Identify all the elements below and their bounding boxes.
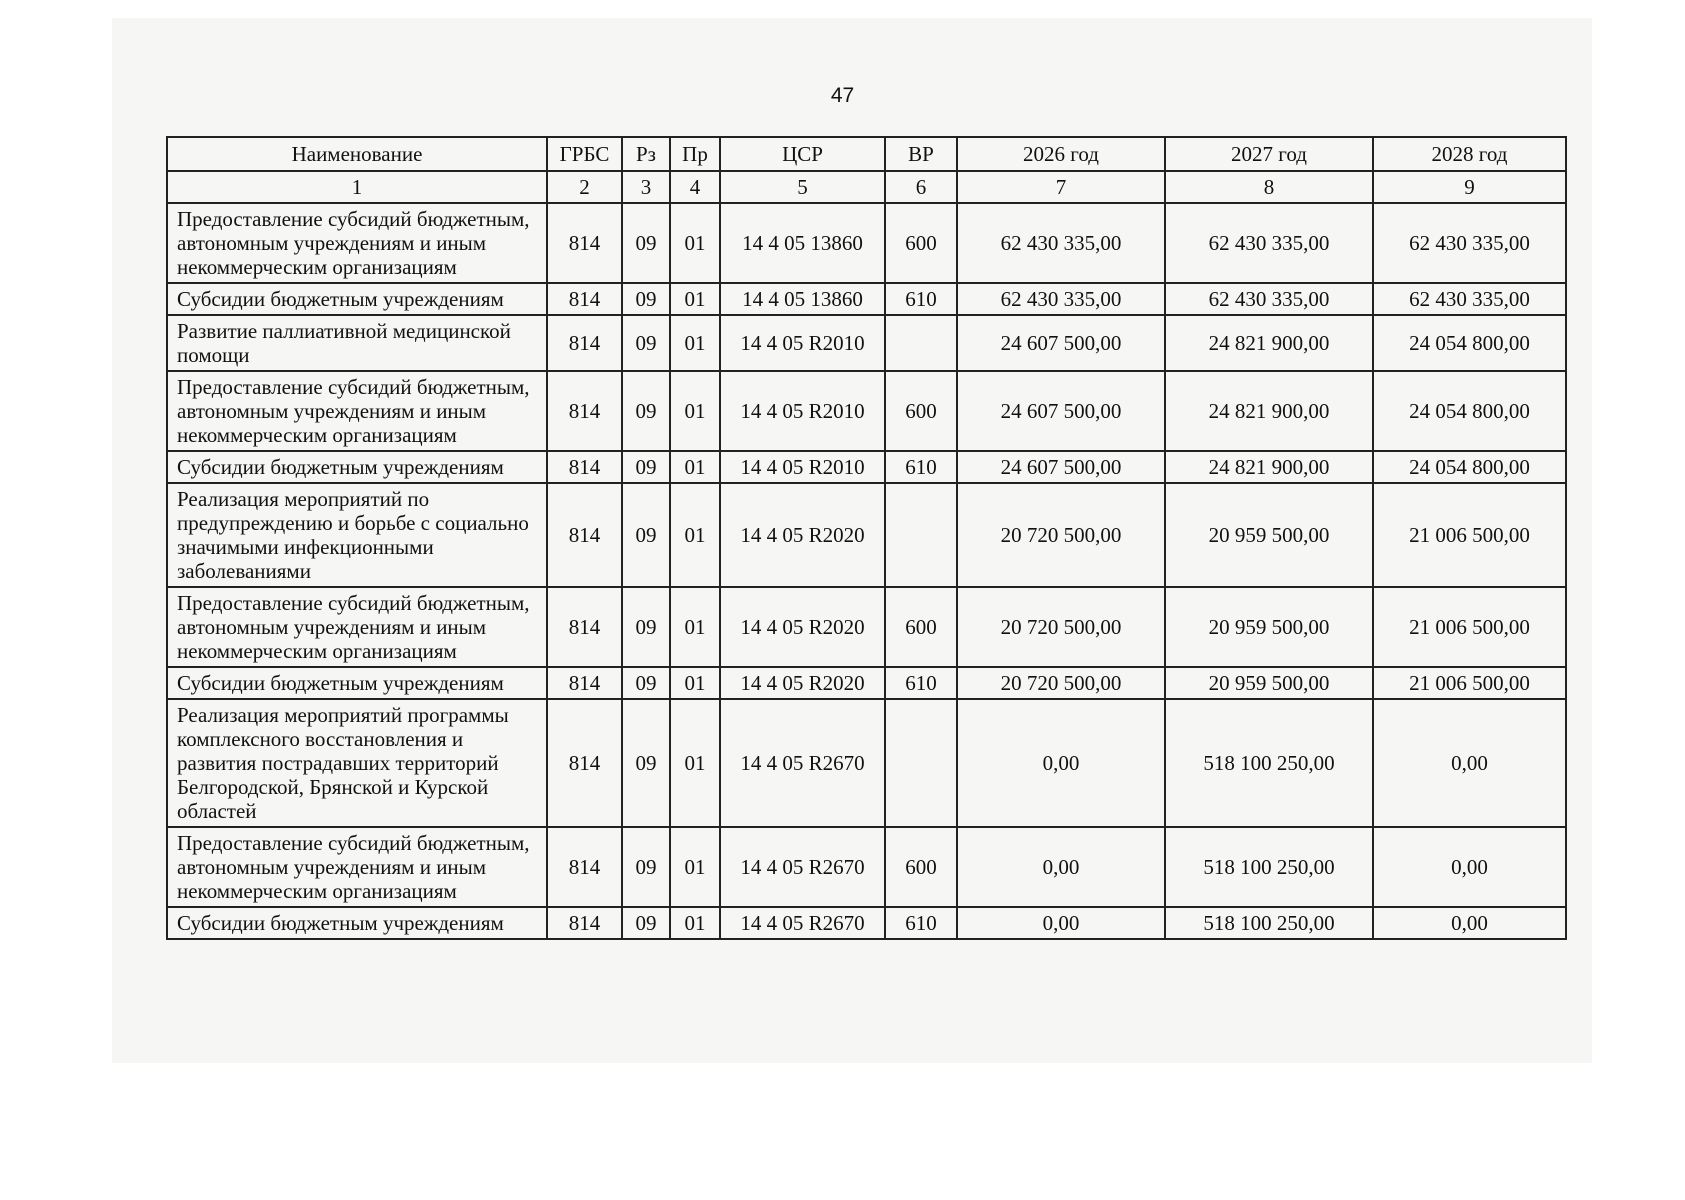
column-number: 9 bbox=[1373, 171, 1566, 203]
row-rz: 09 bbox=[622, 283, 670, 315]
row-rz: 09 bbox=[622, 587, 670, 667]
row-2028: 21 006 500,00 bbox=[1373, 587, 1566, 667]
row-pr: 01 bbox=[670, 907, 720, 939]
row-2028: 24 054 800,00 bbox=[1373, 371, 1566, 451]
row-2028: 62 430 335,00 bbox=[1373, 283, 1566, 315]
row-2028: 24 054 800,00 bbox=[1373, 315, 1566, 371]
column-number: 2 bbox=[547, 171, 622, 203]
header-grbs: ГРБС bbox=[547, 137, 622, 171]
budget-table bbox=[166, 136, 1567, 940]
row-name: Субсидии бюджетным учреждениям bbox=[167, 667, 547, 699]
row-2027: 20 959 500,00 bbox=[1165, 587, 1373, 667]
row-2026: 24 607 500,00 bbox=[957, 371, 1165, 451]
row-2027: 24 821 900,00 bbox=[1165, 451, 1373, 483]
row-vr bbox=[885, 483, 957, 587]
page-number: 47 bbox=[830, 84, 855, 107]
row-name: Предоставление субсидий бюджетным, автономным учреждениям и иным некоммерческим организациям bbox=[167, 371, 547, 451]
row-name: Реализация мероприятий программы комплексного восстановления и развития пострадавших территорий Белгородской, Брянской и Курской областей bbox=[167, 699, 547, 827]
row-name: Субсидии бюджетным учреждениям bbox=[167, 451, 547, 483]
row-2028: 0,00 bbox=[1373, 907, 1566, 939]
row-rz: 09 bbox=[622, 907, 670, 939]
row-pr: 01 bbox=[670, 371, 720, 451]
row-vr: 610 bbox=[885, 283, 957, 315]
table-row bbox=[167, 667, 1566, 699]
row-rz: 09 bbox=[622, 667, 670, 699]
row-vr bbox=[885, 699, 957, 827]
row-2027: 518 100 250,00 bbox=[1165, 827, 1373, 907]
table-row bbox=[167, 451, 1566, 483]
row-2028: 24 054 800,00 bbox=[1373, 451, 1566, 483]
row-vr bbox=[885, 315, 957, 371]
row-vr: 610 bbox=[885, 451, 957, 483]
row-2026: 24 607 500,00 bbox=[957, 315, 1165, 371]
row-csr: 14 4 05 R2670 bbox=[720, 827, 885, 907]
row-2028: 21 006 500,00 bbox=[1373, 483, 1566, 587]
row-2026: 0,00 bbox=[957, 699, 1165, 827]
row-grbs: 814 bbox=[547, 203, 622, 283]
row-pr: 01 bbox=[670, 315, 720, 371]
header-2027: 2027 год bbox=[1165, 137, 1373, 171]
row-2027: 518 100 250,00 bbox=[1165, 699, 1373, 827]
row-grbs: 814 bbox=[547, 283, 622, 315]
row-vr: 600 bbox=[885, 587, 957, 667]
row-2027: 62 430 335,00 bbox=[1165, 203, 1373, 283]
row-rz: 09 bbox=[622, 371, 670, 451]
row-grbs: 814 bbox=[547, 451, 622, 483]
row-pr: 01 bbox=[670, 203, 720, 283]
table-row bbox=[167, 483, 1566, 587]
row-csr: 14 4 05 R2020 bbox=[720, 483, 885, 587]
row-2027: 62 430 335,00 bbox=[1165, 283, 1373, 315]
row-grbs: 814 bbox=[547, 371, 622, 451]
row-csr: 14 4 05 R2010 bbox=[720, 371, 885, 451]
row-2027: 24 821 900,00 bbox=[1165, 371, 1373, 451]
table-row bbox=[167, 699, 1566, 827]
row-rz: 09 bbox=[622, 827, 670, 907]
column-number: 6 bbox=[885, 171, 957, 203]
row-csr: 14 4 05 13860 bbox=[720, 203, 885, 283]
column-number: 8 bbox=[1165, 171, 1373, 203]
row-grbs: 814 bbox=[547, 587, 622, 667]
row-csr: 14 4 05 R2020 bbox=[720, 587, 885, 667]
row-pr: 01 bbox=[670, 667, 720, 699]
row-name: Развитие паллиативной медицинской помощи bbox=[167, 315, 547, 371]
header-csr: ЦСР bbox=[720, 137, 885, 171]
table-row bbox=[167, 587, 1566, 667]
row-rz: 09 bbox=[622, 483, 670, 587]
row-grbs: 814 bbox=[547, 827, 622, 907]
row-csr: 14 4 05 R2670 bbox=[720, 699, 885, 827]
row-name: Предоставление субсидий бюджетным, автономным учреждениям и иным некоммерческим организациям bbox=[167, 203, 547, 283]
row-2027: 20 959 500,00 bbox=[1165, 483, 1373, 587]
header-vr: ВР bbox=[885, 137, 957, 171]
row-2026: 20 720 500,00 bbox=[957, 587, 1165, 667]
header-name: Наименование bbox=[167, 137, 547, 171]
row-2027: 518 100 250,00 bbox=[1165, 907, 1373, 939]
table-row bbox=[167, 315, 1566, 371]
header-2026: 2026 год bbox=[957, 137, 1165, 171]
row-csr: 14 4 05 R2010 bbox=[720, 451, 885, 483]
row-name: Реализация мероприятий по предупреждению и борьбе с социально значимыми инфекционными заболеваниями bbox=[167, 483, 547, 587]
row-rz: 09 bbox=[622, 699, 670, 827]
column-number: 7 bbox=[957, 171, 1165, 203]
table-row bbox=[167, 827, 1566, 907]
column-number: 1 bbox=[167, 171, 547, 203]
row-2028: 0,00 bbox=[1373, 699, 1566, 827]
row-pr: 01 bbox=[670, 587, 720, 667]
row-name: Субсидии бюджетным учреждениям bbox=[167, 283, 547, 315]
row-2028: 62 430 335,00 bbox=[1373, 203, 1566, 283]
row-pr: 01 bbox=[670, 483, 720, 587]
row-name: Субсидии бюджетным учреждениям bbox=[167, 907, 547, 939]
row-2026: 0,00 bbox=[957, 827, 1165, 907]
row-2026: 24 607 500,00 bbox=[957, 451, 1165, 483]
row-pr: 01 bbox=[670, 699, 720, 827]
row-csr: 14 4 05 R2670 bbox=[720, 907, 885, 939]
row-vr: 600 bbox=[885, 827, 957, 907]
table-row bbox=[167, 203, 1566, 283]
table-row bbox=[167, 907, 1566, 939]
row-2026: 62 430 335,00 bbox=[957, 283, 1165, 315]
row-name: Предоставление субсидий бюджетным, автономным учреждениям и иным некоммерческим организациям bbox=[167, 827, 547, 907]
row-vr: 600 bbox=[885, 371, 957, 451]
table-header-row bbox=[167, 137, 1566, 171]
row-vr: 610 bbox=[885, 907, 957, 939]
row-pr: 01 bbox=[670, 827, 720, 907]
row-csr: 14 4 05 R2020 bbox=[720, 667, 885, 699]
row-2026: 20 720 500,00 bbox=[957, 483, 1165, 587]
header-2028: 2028 год bbox=[1373, 137, 1566, 171]
table-row bbox=[167, 371, 1566, 451]
row-2026: 20 720 500,00 bbox=[957, 667, 1165, 699]
column-number: 4 bbox=[670, 171, 720, 203]
row-rz: 09 bbox=[622, 315, 670, 371]
column-number-row bbox=[167, 171, 1566, 203]
row-pr: 01 bbox=[670, 283, 720, 315]
row-rz: 09 bbox=[622, 203, 670, 283]
row-2026: 62 430 335,00 bbox=[957, 203, 1165, 283]
row-rz: 09 bbox=[622, 451, 670, 483]
row-pr: 01 bbox=[670, 451, 720, 483]
row-grbs: 814 bbox=[547, 699, 622, 827]
row-grbs: 814 bbox=[547, 483, 622, 587]
row-grbs: 814 bbox=[547, 907, 622, 939]
row-grbs: 814 bbox=[547, 315, 622, 371]
column-number: 5 bbox=[720, 171, 885, 203]
table-row bbox=[167, 283, 1566, 315]
row-2028: 0,00 bbox=[1373, 827, 1566, 907]
row-2027: 20 959 500,00 bbox=[1165, 667, 1373, 699]
row-grbs: 814 bbox=[547, 667, 622, 699]
column-number: 3 bbox=[622, 171, 670, 203]
row-csr: 14 4 05 R2010 bbox=[720, 315, 885, 371]
header-pr: Пр bbox=[670, 137, 720, 171]
row-vr: 600 bbox=[885, 203, 957, 283]
row-vr: 610 bbox=[885, 667, 957, 699]
header-rz: Рз bbox=[622, 137, 670, 171]
row-csr: 14 4 05 13860 bbox=[720, 283, 885, 315]
row-2028: 21 006 500,00 bbox=[1373, 667, 1566, 699]
row-name: Предоставление субсидий бюджетным, автономным учреждениям и иным некоммерческим организациям bbox=[167, 587, 547, 667]
row-2026: 0,00 bbox=[957, 907, 1165, 939]
row-2027: 24 821 900,00 bbox=[1165, 315, 1373, 371]
